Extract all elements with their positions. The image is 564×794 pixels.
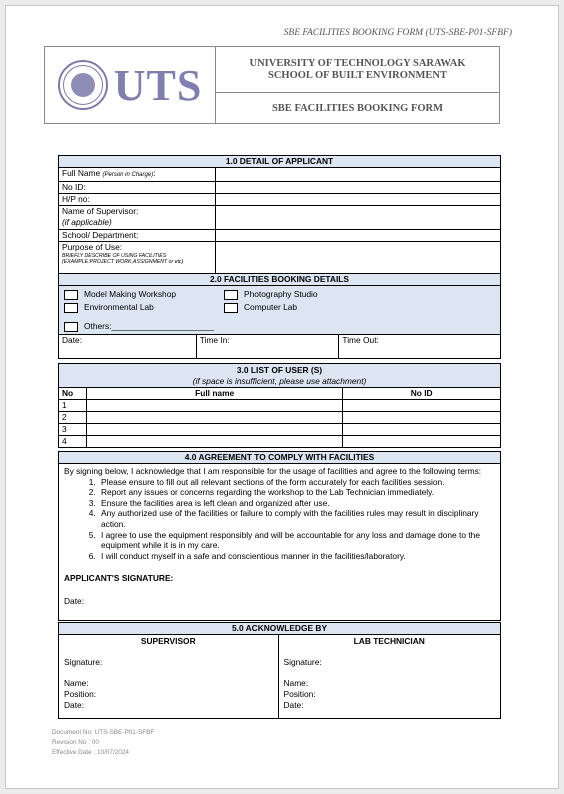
checkbox-model-making[interactable] [64,290,78,300]
col-name-header: Full name [86,388,342,400]
date-label: Date: [283,700,304,710]
time-out-field[interactable]: Time Out: [339,335,501,359]
supervisor-note: (if applicable) [62,217,112,227]
name-label: Name: [283,678,309,688]
form-title: SBE FACILITIES BOOKING FORM [271,102,444,114]
school-name: SCHOOL OF BUILT ENVIRONMENT [267,69,448,81]
id-cell[interactable] [343,424,501,436]
name-label: Name: [64,678,89,688]
university-seal-icon [58,60,108,110]
section-booking-title: 2.0 FACILITIES BOOKING DETAILS [59,274,501,286]
acknowledge-table [58,622,501,719]
id-cell[interactable] [343,436,501,448]
term-item: 2. Report any issues or concerns regarding the workshop to the Lab Technician immediately. [98,487,495,498]
technician-heading: LAB TECHNICIAN [353,636,425,646]
row-number: 2 [59,412,87,424]
section-applicant-title: 1.0 DETAIL OF APPLICANT [59,156,501,168]
document-footer [52,728,154,758]
row-number: 3 [59,424,87,436]
supervisor-block[interactable] [59,635,279,719]
option-photography: Photography Studio [244,289,318,299]
purpose-note-1: BRIEFLY DESCRIBE OF USING FACILITIES [62,253,167,259]
effective-date: Effective Date : 10/07/2024 [52,749,129,756]
row-number: 1 [59,400,87,412]
full-name-field[interactable] [215,168,500,182]
term-item: 1. Please ensure to fill out all relevant sections of the form accurately for each facilities session. [98,477,495,488]
option-model-making: Model Making Workshop [84,289,177,299]
name-cell[interactable] [86,436,342,448]
date-field[interactable]: Date: [59,335,197,359]
col-id-header: No ID [343,388,501,400]
form-header [44,46,500,124]
option-others[interactable]: Others:______________________ [84,321,214,331]
school-dept-label: School/ Department: [59,230,216,242]
applicant-date-label[interactable]: Date: [64,596,85,607]
time-in-field[interactable]: Time In: [196,335,339,359]
agreement-intro: By signing below, I acknowledge that I am responsible for the usage of facilities and agree to the following terms: [64,466,482,476]
no-id-label: No ID: [59,182,216,194]
hp-label: H/P no: [59,194,216,206]
position-label: Position: [64,689,97,699]
purpose-label: Purpose of Use: BRIEFLY DESCRIBE OF USING FACILITIES (EXAMPLE:PROJECT WORK,ASSIGNMENT or etc) [59,242,216,274]
name-cell[interactable] [86,424,342,436]
title-cell [216,47,499,123]
full-name-note: (Person in Charge) [102,172,154,178]
date-label: Date: [64,700,85,710]
revision-number: Revision No : 00 [52,739,99,746]
id-cell[interactable] [343,412,501,424]
supervisor-label: Name of Supervisor: (if applicable) [59,206,216,230]
table-row [59,412,501,424]
supervisor-field[interactable] [215,206,500,230]
checkbox-others[interactable] [64,322,78,332]
university-name: UNIVERSITY OF TECHNOLOGY SARAWAK [249,57,466,69]
form-code: SBE FACILITIES BOOKING FORM (UTS-SBE-P01-SFBF) [283,28,512,38]
section-users-title: 3.0 LIST OF USER (S) (if space is insufficient, please use attachment) [59,364,501,388]
school-dept-field[interactable] [215,230,500,242]
agreement-table [58,451,501,621]
option-environmental-lab: Environmental Lab [84,302,154,312]
checkbox-photography[interactable] [224,290,238,300]
applicant-signature-label[interactable]: APPLICANT'S SIGNATURE: [64,573,174,584]
name-cell[interactable] [86,412,342,424]
table-row [59,424,501,436]
row-number: 4 [59,436,87,448]
term-item: 5. I agree to use the equipment responsibly and will be accountable for any loss and damage done to the equipment while it is in my care. [98,530,495,551]
term-item: 6. I will conduct myself in a safe and conscientious manner in the facilities/laboratory. [98,551,495,562]
section-acknowledge-title: 5.0 ACKNOWLEDGE BY [59,623,501,635]
checkbox-environmental-lab[interactable] [64,303,78,313]
signature-label: Signature: [283,657,322,667]
purpose-note-2: (EXAMPLE:PROJECT WORK,ASSIGNMENT or etc) [62,259,184,265]
users-subtitle: (if space is insufficient, please use attachment) [192,376,367,386]
supervisor-heading: SUPERVISOR [140,636,196,646]
signature-label: Signature: [64,657,103,667]
uts-logo: UTS [113,60,203,110]
purpose-field[interactable] [215,242,500,274]
logo-cell [45,47,216,123]
full-name-label: Full Name (Person in Charge): [59,168,216,182]
no-id-field[interactable] [215,182,500,194]
term-item: 3. Ensure the facilities area is left clean and organized after use. [98,498,495,509]
option-computer-lab: Computer Lab [244,302,298,312]
institution-name [216,47,499,93]
section-agreement-title: 4.0 AGREEMENT TO COMPLY WITH FACILITIES [59,452,501,464]
hp-field[interactable] [215,194,500,206]
term-item: 4. Any authorized use of the facilities or failure to comply with the facilities rules may result in disciplinary action. [98,508,495,529]
document-number: Document No: UTS-SBE-P01-SFBF [52,729,155,736]
applicant-booking-table [58,155,501,359]
technician-block[interactable] [278,635,501,719]
terms-list [98,477,495,562]
table-row [59,400,501,412]
col-no-header: No [59,388,87,400]
name-cell[interactable] [86,400,342,412]
agreement-body [59,464,501,621]
users-table [58,363,501,448]
id-cell[interactable] [343,400,501,412]
facility-options [59,286,501,335]
checkbox-computer-lab[interactable] [224,303,238,313]
position-label: Position: [283,689,316,699]
table-row [59,436,501,448]
